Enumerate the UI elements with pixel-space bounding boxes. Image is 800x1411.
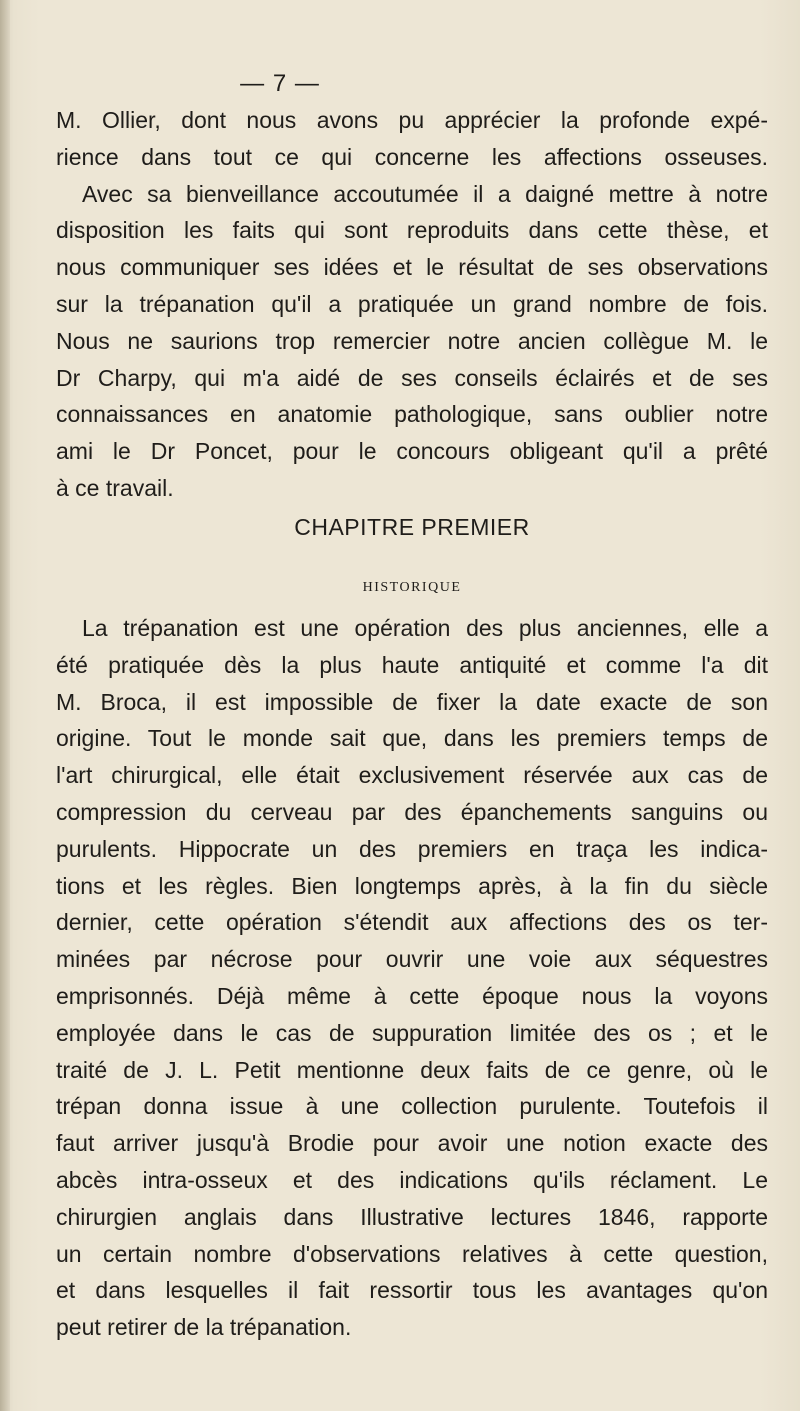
text-line: M. Ollier, dont nous avons pu apprécier la profonde expé- xyxy=(56,107,768,133)
text-line: l'art chirurgical, elle était exclusivement réservée aux cas de xyxy=(56,762,768,789)
text-line: sur la trépanation qu'il a pratiquée un grand nombre de fois. xyxy=(56,290,768,317)
text-line: ami le Dr Poncet, pour le concours obligeant qu'il a prêté xyxy=(56,438,768,465)
text-line: compression du cerveau par des épanchements sanguins ou xyxy=(56,798,768,825)
text-line: Dr Charpy, qui m'a aidé de ses conseils éclairés et de ses xyxy=(56,364,768,391)
text-line: trépan donna issue à une collection purulente. Toutefois il xyxy=(56,1093,768,1120)
text-line: emprisonnés. Déjà même à cette époque nous la voyons xyxy=(56,982,768,1009)
text-line: chirurgien anglais dans Illustrative lectures 1846, rapporte xyxy=(56,1203,768,1230)
text-line: Avec sa bienveillance accoutumée il a daigné mettre à notre xyxy=(82,180,768,207)
historique-paragraph xyxy=(56,610,768,1346)
chapter-title: CHAPITRE PREMIER xyxy=(294,514,530,540)
text-line: origine. Tout le monde sait que, dans les premiers temps de xyxy=(56,725,768,752)
text-line: un certain nombre d'observations relatives à cette question, xyxy=(56,1240,768,1267)
text-line: M. Broca, il est impossible de fixer la date exacte de son xyxy=(56,688,768,715)
page-number: — 7 — xyxy=(240,70,320,97)
text-line: peut retirer de la trépanation. xyxy=(56,1314,352,1341)
text-line: abcès intra-osseux et des indications qu'ils réclament. Le xyxy=(56,1166,768,1193)
text-line: et dans lesquelles il fait ressortir tous les avantages qu'on xyxy=(56,1277,768,1304)
text-line: employée dans le cas de suppuration limitée des os ; et le xyxy=(56,1019,768,1046)
text-line: Nous ne saurions trop remercier notre ancien collègue M. le xyxy=(56,327,768,354)
intro-paragraph xyxy=(56,102,768,507)
text-line: connaissances en anatomie pathologique, sans oublier notre xyxy=(56,401,768,428)
text-line: minées par nécrose pour ouvrir une voie aux séquestres xyxy=(56,946,768,973)
text-line: nous communiquer ses idées et le résultat de ses observations xyxy=(56,254,768,281)
text-line: traité de J. L. Petit mentionne deux faits de ce genre, où le xyxy=(56,1056,768,1083)
text-line: disposition les faits qui sont reproduits dans cette thèse, et xyxy=(56,217,768,244)
section-title: HISTORIQUE xyxy=(362,580,462,595)
text-line: dernier, cette opération s'étendit aux affections des os ter- xyxy=(56,909,768,936)
text-line: été pratiquée dès la plus haute antiquité et comme l'a dit xyxy=(56,651,768,678)
text-line: La trépanation est une opération des plus anciennes, elle a xyxy=(82,615,768,641)
text-line: faut arriver jusqu'à Brodie pour avoir une notion exacte des xyxy=(56,1130,768,1157)
text-line: purulents. Hippocrate un des premiers en traça les indica- xyxy=(56,835,768,862)
page-binding-edge xyxy=(0,0,10,1411)
text-line: tions et les règles. Bien longtemps après, à la fin du siècle xyxy=(56,872,768,899)
text-line: rience dans tout ce qui concerne les affections osseuses. xyxy=(56,143,768,170)
text-line: à ce travail. xyxy=(56,474,174,501)
